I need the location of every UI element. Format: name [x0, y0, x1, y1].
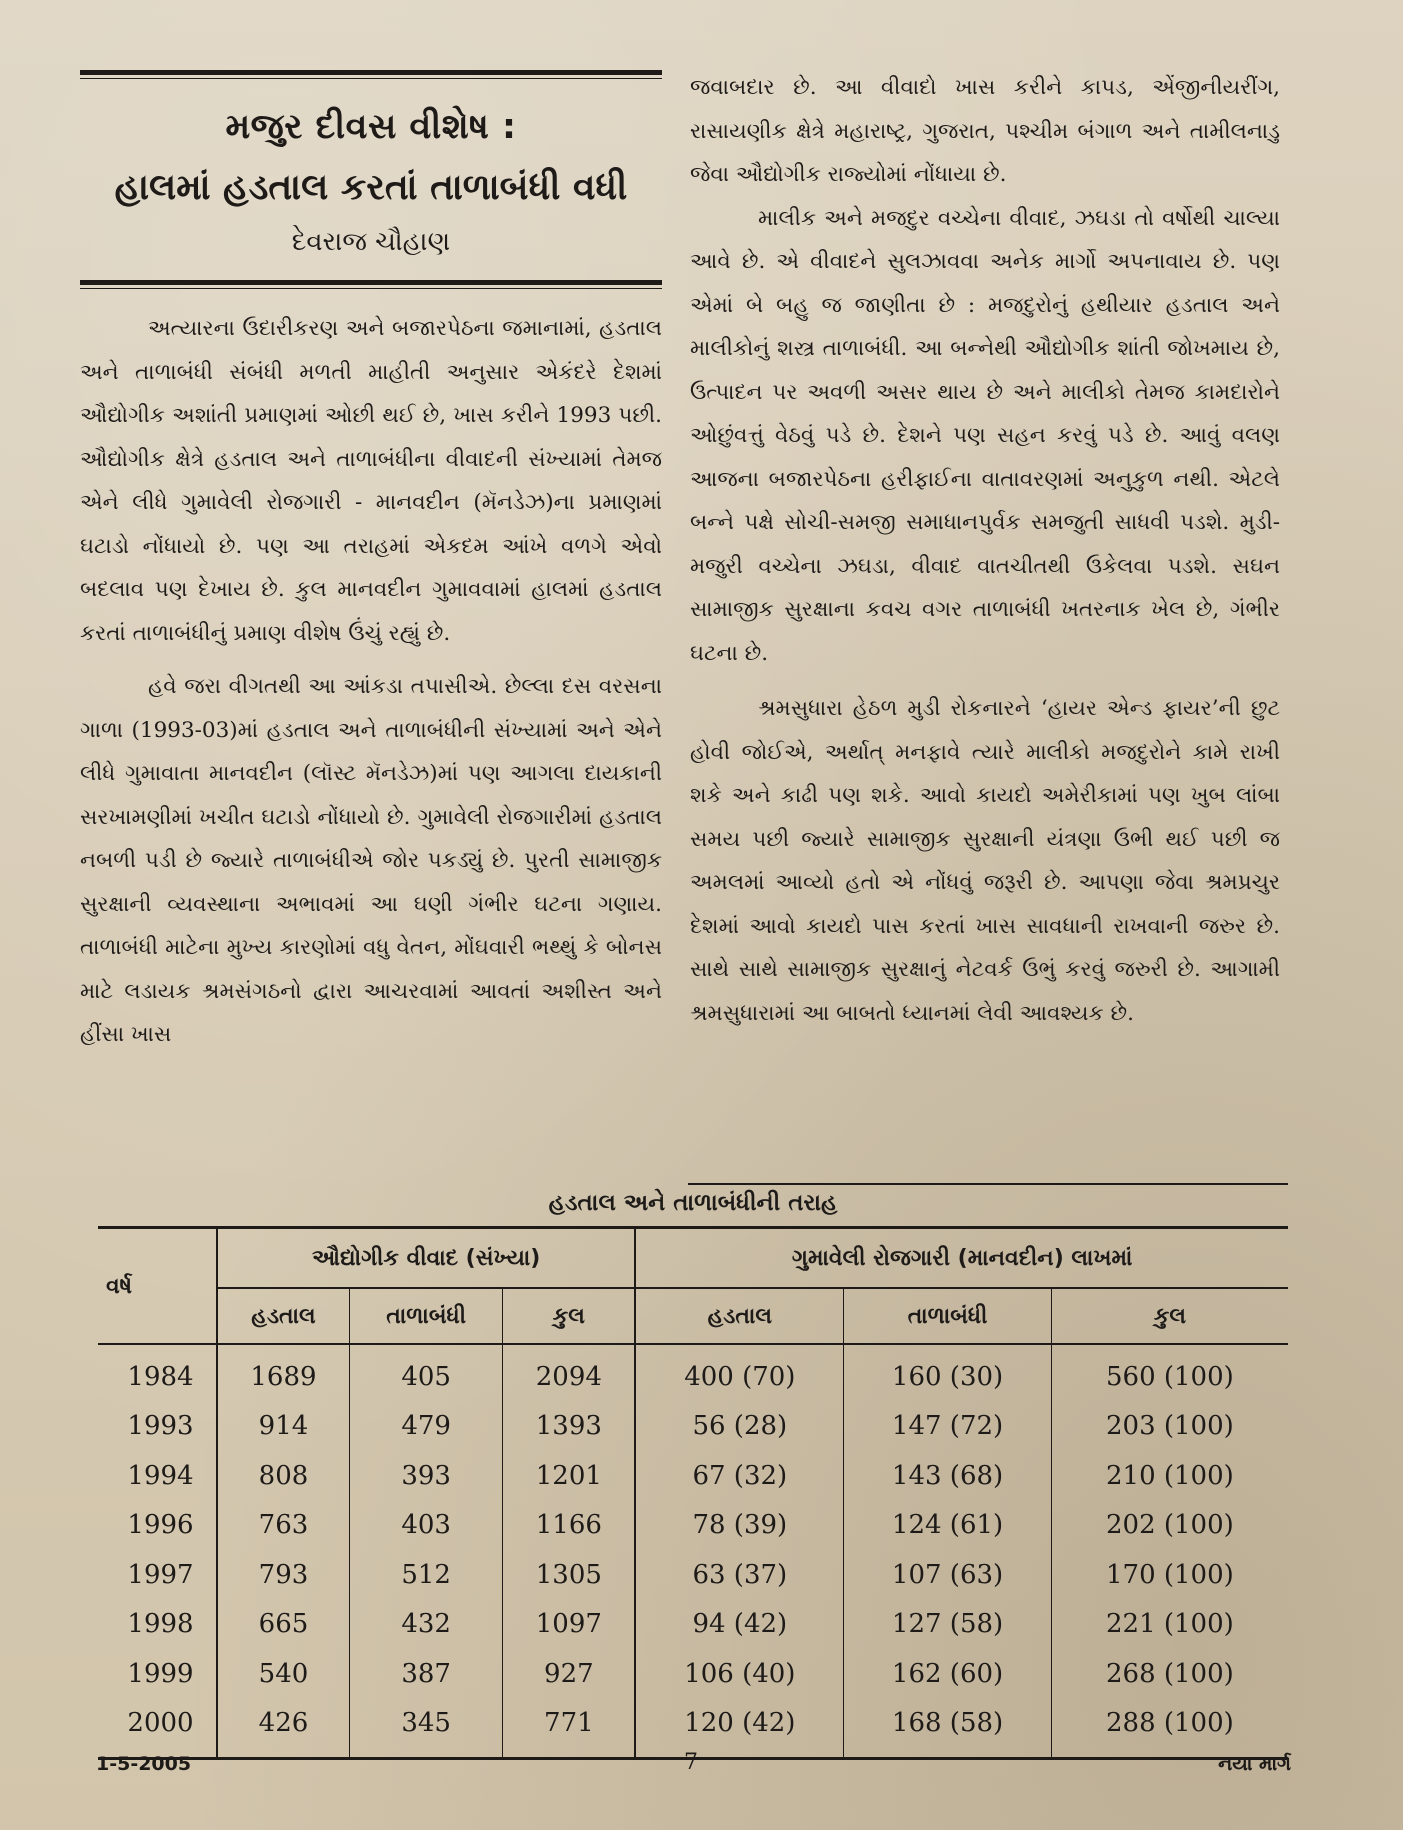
sub-header-total-mandays: કુલ — [1051, 1288, 1288, 1344]
cell-year: 1997 — [98, 1550, 217, 1600]
table-row — [98, 1550, 1288, 1600]
cell-total: 771 — [503, 1699, 636, 1759]
title-bottom-rule — [80, 280, 662, 289]
cell-total-mandays: 210 (100) — [1105, 1460, 1234, 1491]
issue-date: 1-5-2005 — [96, 1753, 192, 1775]
table-title: હડતાલ અને તાળાબંધીની તરાહ — [548, 1190, 838, 1216]
cell-year: 1984 — [98, 1344, 217, 1402]
cell-total: 1393 — [503, 1402, 636, 1452]
left-column — [80, 70, 662, 1057]
strike-lockout-table — [98, 1226, 1288, 1760]
right-paragraph-2: માલીક અને મજદુર વચ્ચેના વીવાદ, ઝઘડા તો વર્ષોથી ચાલ્યા આવે છે. એ વીવાદને સુલઝાવવા અનેક માર્ગો અપનાવાય છે. પણ એમાં બે બહુ જ જાણીતા છે : મજદુરોનું હથીયાર હડતાલ અને માલીકોનું શસ્ત્ર તાળાબંધી. આ બન્નેથી ઔદ્યોગીક શાંતી જોખમાય છે, ઉત્પાદન પર અવળી અસર થાય છે અને માલીકો તેમજ કામદારોને ઓછુંવત્તું વેઠવું પડે છે. દેશને પણ સહન કરવું પડે છે. આવું વલણ આજના બજારપેઠના હરીફાઈના વાતાવરણમાં અનુકુળ નથી. એટલે બન્ને પક્ષે સોચી-સમજી સમાધાનપુર્વક સમજુતી સાધવી પડશે. મુડી-મજુરી વચ્ચેના ઝઘડા, વીવાદ વાતચીતથી ઉકેલવા પડશે. સઘન સામાજીક સુરક્ષાના કવચ વગર તાળાબંધી ખતરનાક ખેલ છે, ગંભીર ઘટના છે. — [690, 205, 1280, 666]
cell-strikes: 793 — [217, 1550, 349, 1600]
cell-strike-mandays: 67 (32) — [635, 1451, 843, 1501]
cell-total-mandays: 268 (100) — [1105, 1658, 1234, 1689]
left-paragraph-2: હવે જરા વીગતથી આ આંકડા તપાસીએ. છેલ્લા દસ વરસના ગાળા (1993-03)માં હડતાલ અને તાળાબંધીની સંખ્યામાં અને એને લીધે ગુમાવાતા માનવદીન (લૉસ્ટ મૅનડેઝ)માં પણ આગલા દાયકાની સરખામણીમાં ખચીત ઘટાડો નોંધાયો છે. ગુમાવેલી રોજગારીમાં હડતાલ નબળી પડી છે જ્યારે તાળાબંધીએ જોર પકડ્યું છે. પુરતી સામાજીક સુરક્ષાની વ્યવસ્થાના અભાવમાં આ ઘણી ગંભીર ઘટના ગણાય. તાળાબંધી માટેના મુખ્ય કારણોમાં વધુ વેતન, મોંઘવારી ભથ્થું કે બોનસ માટે લડાયક શ્રમસંગઠનો દ્વારા આચરવામાં આવતાં અશીસ્ત અને હીંસા ખાસ — [80, 674, 662, 1047]
table-group-header-row — [98, 1228, 1288, 1289]
cell-lockouts: 405 — [349, 1344, 502, 1402]
cell-year: 1999 — [98, 1649, 217, 1699]
cell-lockouts: 387 — [349, 1649, 502, 1699]
cell-strike-mandays: 400 (70) — [635, 1344, 843, 1402]
cell-total-mandays: 202 (100) — [1105, 1510, 1234, 1541]
cell-strike-mandays: 120 (42) — [635, 1699, 843, 1759]
article-kicker: મજુર દીવસ વીશેષ : — [225, 107, 517, 147]
sub-header-lockouts: તાળાબંધી — [349, 1288, 502, 1344]
table-row — [98, 1501, 1288, 1551]
cell-lockouts: 432 — [349, 1600, 502, 1650]
cell-total: 2094 — [503, 1344, 636, 1402]
table-sub-header-row — [98, 1288, 1288, 1344]
cell-strike-mandays: 106 (40) — [635, 1649, 843, 1699]
table-row — [98, 1344, 1288, 1402]
cell-strikes: 540 — [217, 1649, 349, 1699]
cell-strikes: 665 — [217, 1600, 349, 1650]
cell-lockout-mandays: 107 (63) — [844, 1550, 1052, 1600]
sub-header-strikes: હડતાલ — [217, 1288, 349, 1344]
cell-strike-mandays: 94 (42) — [635, 1600, 843, 1650]
cell-lockouts: 479 — [349, 1402, 502, 1452]
cell-year: 1994 — [98, 1451, 217, 1501]
cell-total-mandays: 288 (100) — [1105, 1708, 1234, 1739]
table-row — [98, 1649, 1288, 1699]
cell-lockouts: 512 — [349, 1550, 502, 1600]
cell-strikes: 426 — [217, 1699, 349, 1759]
cell-total: 927 — [503, 1649, 636, 1699]
table-row — [98, 1451, 1288, 1501]
sub-header-strikes-mandays: હડતાલ — [635, 1288, 843, 1344]
cell-total-mandays: 170 (100) — [1105, 1559, 1234, 1590]
cell-total: 1305 — [503, 1550, 636, 1600]
cell-strikes: 914 — [217, 1402, 349, 1452]
cell-lockouts: 393 — [349, 1451, 502, 1501]
cell-year: 1993 — [98, 1402, 217, 1452]
cell-strikes: 1689 — [217, 1344, 349, 1402]
cell-year: 1996 — [98, 1501, 217, 1551]
cell-strike-mandays: 78 (39) — [635, 1501, 843, 1551]
cell-lockouts: 345 — [349, 1699, 502, 1759]
year-column-header: વર્ષ — [98, 1228, 217, 1345]
cell-total-mandays: 560 (100) — [1105, 1361, 1234, 1392]
right-paragraph-3: શ્રમસુધારા હેઠળ મુડી રોકનારને ‘હાયર એન્ડ ફાયર’ની છુટ હોવી જોઈએ, અર્થાત્ મનફાવે ત્યારે માલીકો મજદુરોને કામે રાખી શકે અને કાઢી પણ શકે. આવો કાયદો અમેરીકામાં પણ ખુબ લાંબા સમય પછી જ્યારે સામાજીક સુરક્ષાની યંત્રણા ઉભી થઈ પછી જ અમલમાં આવ્યો હતો એ નોંધવું જરૂરી છે. આપણા જેવા શ્રમપ્રચુર દેશમાં આવો કાયદો પાસ કરતાં ખાસ સાવધાની રાખવાની જરુર છે. સાથે સાથે સામાજીક સુરક્ષાનું નેટવર્ક ઉભું કરવું જરુરી છે. આગામી શ્રમસુધારામાં આ બાબતો ધ્યાનમાં લેવી આવશ્યક છે. — [690, 696, 1280, 1026]
cell-lockout-mandays: 147 (72) — [844, 1402, 1052, 1452]
cell-lockout-mandays: 162 (60) — [844, 1649, 1052, 1699]
sub-header-total: કુલ — [503, 1288, 636, 1344]
cell-lockout-mandays: 127 (58) — [844, 1600, 1052, 1650]
cell-total: 1097 — [503, 1600, 636, 1650]
article-byline: દેવરાજ ચૌહાણ — [291, 227, 451, 257]
cell-year: 1998 — [98, 1600, 217, 1650]
right-paragraph-1: જવાબદાર છે. આ વીવાદો ખાસ કરીને કાપડ, એંજીનીયરીંગ, રાસાયણીક ક્ષેત્રે મહારાષ્ટ્ર, ગુજરાત, પશ્ચીમ બંગાળ અને તામીલનાડુ જેવા ઔદ્યોગીક રાજ્યોમાં નોંધાયા છે. — [690, 75, 1280, 187]
disputes-group-header: ઔદ્યોગીક વીવાદ (સંખ્યા) — [217, 1228, 635, 1289]
cell-strike-mandays: 63 (37) — [635, 1550, 843, 1600]
right-column — [690, 66, 1280, 1035]
magazine-name: નયા માર્ગ — [1218, 1753, 1291, 1775]
table-row — [98, 1402, 1288, 1452]
left-paragraph-1: અત્યારના ઉદારીકરણ અને બજારપેઠના જમાનામાં, હડતાલ અને તાળાબંધી સંબંધી મળતી માહીતી અનુસાર એકંદરે દેશમાં ઔદ્યોગીક અશાંતી પ્રમાણમાં ઓછી થઈ છે, ખાસ કરીને 1993 પછી. ઔદ્યોગીક ક્ષેત્રે હડતાલ અને તાળાબંધીના વીવાદની સંખ્યામાં તેમજ એને લીધે ગુમાવેલી રોજગારી - માનવદીન (મૅનડેઝ)ના પ્રમાણમાં ઘટાડો નોંધાયો છે. પણ આ તરાહમાં એકદમ આંખે વળગે એવો બદલાવ પણ દેખાય છે. કુલ માનવદીન ગુમાવવામાં હાલમાં હડતાલ કરતાં તાળાબંધીનું પ્રમાણ વીશેષ ઉંચું રહ્યું છે. — [80, 316, 662, 646]
cell-total: 1166 — [503, 1501, 636, 1551]
cell-total: 1201 — [503, 1451, 636, 1501]
cell-strikes: 808 — [217, 1451, 349, 1501]
cell-strike-mandays: 56 (28) — [635, 1402, 843, 1452]
title-top-rule — [80, 70, 662, 79]
cell-strikes: 763 — [217, 1501, 349, 1551]
cell-lockout-mandays: 143 (68) — [844, 1451, 1052, 1501]
cell-lockouts: 403 — [349, 1501, 502, 1551]
cell-year: 2000 — [98, 1699, 217, 1759]
strike-lockout-table-section — [98, 1178, 1288, 1760]
table-row — [98, 1600, 1288, 1650]
page-number: 7 — [684, 1750, 698, 1775]
cell-lockout-mandays: 160 (30) — [844, 1344, 1052, 1402]
cell-total-mandays: 203 (100) — [1105, 1411, 1234, 1442]
cell-total-mandays: 221 (100) — [1105, 1609, 1234, 1640]
article-headline: હાલમાં હડતાલ કરતાં તાળાબંધી વધી — [114, 167, 628, 208]
mandays-group-header: ગુમાવેલી રોજગારી (માનવદીન) લાખમાં — [635, 1228, 1288, 1289]
cell-lockout-mandays: 168 (58) — [844, 1699, 1052, 1759]
sub-header-lockouts-mandays: તાળાબંધી — [844, 1288, 1052, 1344]
cell-lockout-mandays: 124 (61) — [844, 1501, 1052, 1551]
